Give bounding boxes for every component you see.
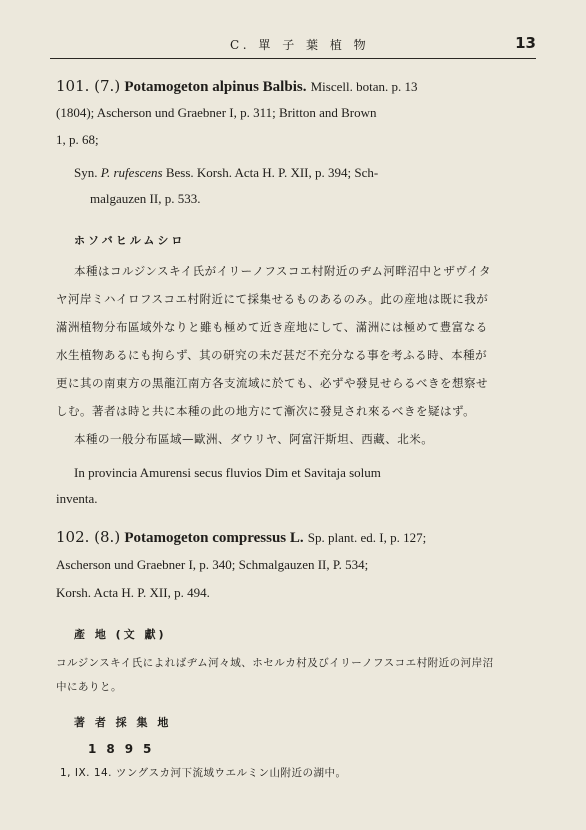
entry-101-jp-line-4: 水生植物あるにも拘らず、其の研究の未だ甚だ不充分なる事を考ふる時、本種が	[56, 348, 488, 362]
entry-101-japanese-name: ホソバヒルムシロ	[74, 234, 186, 247]
entry-101-latin-line-2: inventa.	[56, 491, 98, 506]
synonym-name: P. rufescens	[100, 165, 163, 180]
locality-line-1: コルジンスキイ氏によればヂム河々域、ホセルカ村及びイリーノフスコエ村附近の河岸沼	[56, 657, 494, 669]
entry-101-distribution: 本種の一般分布區域—歐洲、ダウリヤ、阿富汗斯坦、西藏、北米。	[74, 432, 434, 446]
entry-102-number: 102. (8.)	[56, 528, 121, 546]
entry-101-jp-line-2: ヤ河岸ミハイロフスコエ村附近にて採集せるものあるのみ。此の産地は既に我が	[56, 292, 489, 306]
entry-101-jp-line-5: 更に其の南東方の黒龍江南方各支流域に於ても、必ずや發見せらるべきを想察せ	[56, 376, 488, 390]
collection-heading: 著 者 採 集 地	[74, 716, 172, 729]
entry-102-citation-line-3: Korsh. Acta H. P. XII, p. 494.	[56, 585, 210, 600]
entry-101-citation-line-3: 1, p. 68;	[56, 132, 99, 147]
locality-heading: 產 地 (文 獻)	[74, 628, 167, 641]
locality-line-2: 中にありと。	[56, 681, 122, 693]
synonym-citation: Bess. Korsh. Acta H. P. XII, p. 394; Sch-	[165, 165, 379, 180]
entry-101-jp-line-6: しむ。著者は時と共に本種の此の地方にて漸次に發見され來るべきを疑はず。	[56, 404, 476, 418]
entry-102-title-line	[56, 528, 536, 548]
entry-101-citation-line-2: (1804); Ascherson und Graebner I, p. 311; Britton and Brown	[56, 105, 377, 120]
page-header	[50, 34, 536, 56]
entry-101-synonym-line-2: malgauzen II, p. 533.	[90, 191, 201, 206]
entry-101-title-line	[56, 77, 536, 97]
page-number: 13	[515, 34, 536, 52]
entry-101-citation: Miscell. botan. p. 13	[310, 79, 418, 94]
synonym-prefix: Syn.	[74, 165, 98, 180]
entry-102-species-name: Potamogeton compressus L.	[124, 530, 304, 546]
entry-101-species-name: Potamogeton alpinus Balbis.	[124, 79, 307, 95]
running-title: C. 單 子 葉 植 物	[230, 38, 370, 52]
entry-101-jp-line-1: 本種はコルジンスキイ氏がイリーノフスコエ村附近のヂム河畔沼中とザヴイタ	[74, 264, 492, 278]
entry-101-number: 101. (7.)	[56, 77, 121, 95]
entry-101-latin-line-1: In provincia Amurensi secus fluvios Dim et Savitaja solum	[74, 465, 381, 480]
entry-101-synonym-line	[74, 164, 554, 182]
collection-year: 1895	[88, 742, 162, 756]
entry-102-citation: Sp. plant. ed. I, p. 127;	[307, 530, 427, 545]
entry-101-jp-line-3: 滿洲植物分布區域外なりと雖も極めて近き産地にして、滿洲には極めて豊富なる	[56, 320, 488, 334]
collection-record: 1, IX. 14. ツングスカ河下流域ウエルミン山附近の湖中。	[60, 767, 347, 779]
header-rule	[50, 58, 536, 59]
entry-102-citation-line-2: Ascherson und Graebner I, p. 340; Schmalgauzen II, P. 534;	[56, 557, 369, 572]
